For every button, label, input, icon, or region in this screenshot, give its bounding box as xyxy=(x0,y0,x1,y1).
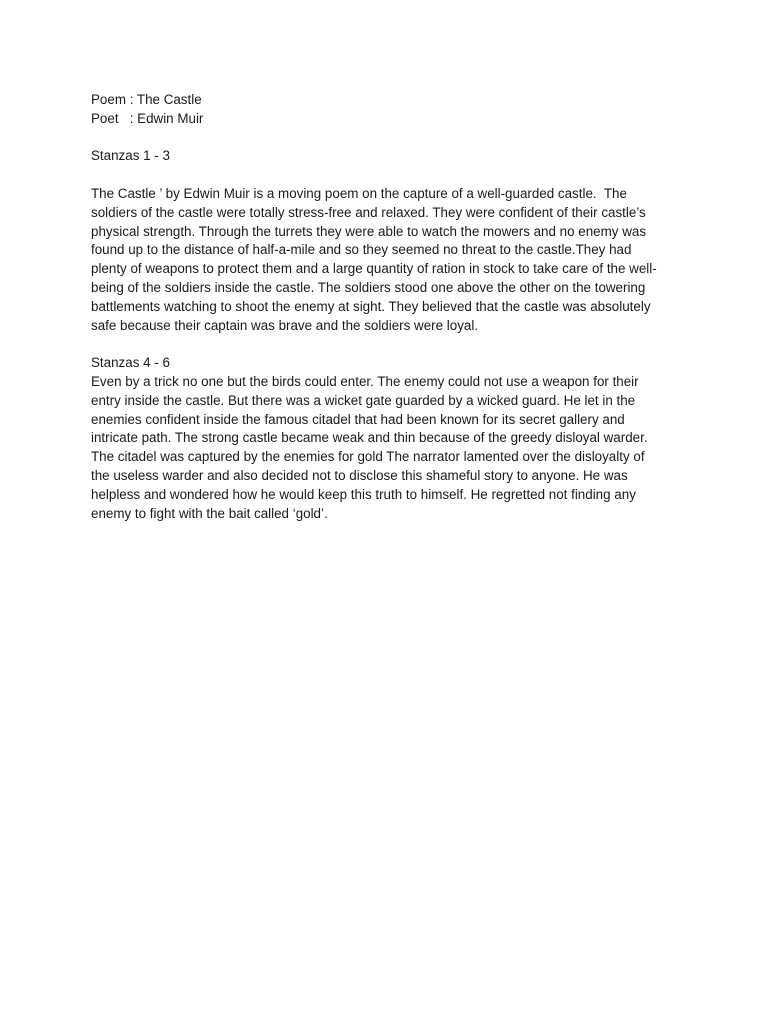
paragraph-line: The citadel was captured by the enemies for gold The narrator lamented over the disloyalty of xyxy=(91,449,645,465)
paragraph-line: the useless warder and also decided not to disclose this shameful story to anyone. He was xyxy=(91,467,628,483)
section-2-heading: Stanzas 4 - 6 xyxy=(91,355,170,371)
paragraph-line: being of the soldiers inside the castle. The soldiers stood one above the other on the towering xyxy=(91,279,646,295)
paragraph-line: helpless and wondered how he would keep this truth to himself. He regretted not finding any xyxy=(91,486,636,502)
paragraph-line: entry inside the castle. But there was a wicket gate guarded by a wicked guard. He let in the xyxy=(91,392,636,408)
paragraph-line: enemy to fight with the bait called ‘gold’. xyxy=(91,505,328,521)
poem-title-line: Poem : The Castle xyxy=(91,92,202,107)
spacer xyxy=(91,335,691,354)
paragraph-line: found up to the distance of half-a-mile and so they seemed no threat to the castle.They had xyxy=(91,242,632,258)
section-2-paragraph xyxy=(91,373,691,523)
paragraph-line: enemies confident inside the famous citadel that had been known for its secret gallery and xyxy=(91,411,625,427)
paragraph-line: plenty of weapons to protect them and a large quantity of ration in stock to take care of the well- xyxy=(91,261,657,277)
document-page xyxy=(91,91,691,523)
section-1-heading: Stanzas 1 - 3 xyxy=(91,148,170,164)
paragraph-line: soldiers of the castle were totally stress-free and relaxed. They were confident of their castle’s xyxy=(91,204,646,220)
paragraph-line: safe because their captain was brave and the soldiers were loyal. xyxy=(91,317,479,333)
paragraph-line: intricate path. The strong castle became weak and thin because of the greedy disloyal warder. xyxy=(91,430,648,446)
spacer xyxy=(91,129,691,148)
paragraph-line: Even by a trick no one but the birds could enter. The enemy could not use a weapon for their xyxy=(91,373,639,389)
spacer xyxy=(91,166,691,185)
paragraph-line: physical strength. Through the turrets they were able to watch the mowers and no enemy was xyxy=(91,223,647,239)
paragraph-line: The Castle ’ by Edwin Muir is a moving poem on the capture of a well-guarded castle. The xyxy=(91,185,627,201)
poet-name-line: Poet : Edwin Muir xyxy=(91,110,204,126)
section-1-paragraph xyxy=(91,185,691,335)
paragraph-line: battlements watching to shoot the enemy at sight. They believed that the castle was absolutely xyxy=(91,298,651,314)
